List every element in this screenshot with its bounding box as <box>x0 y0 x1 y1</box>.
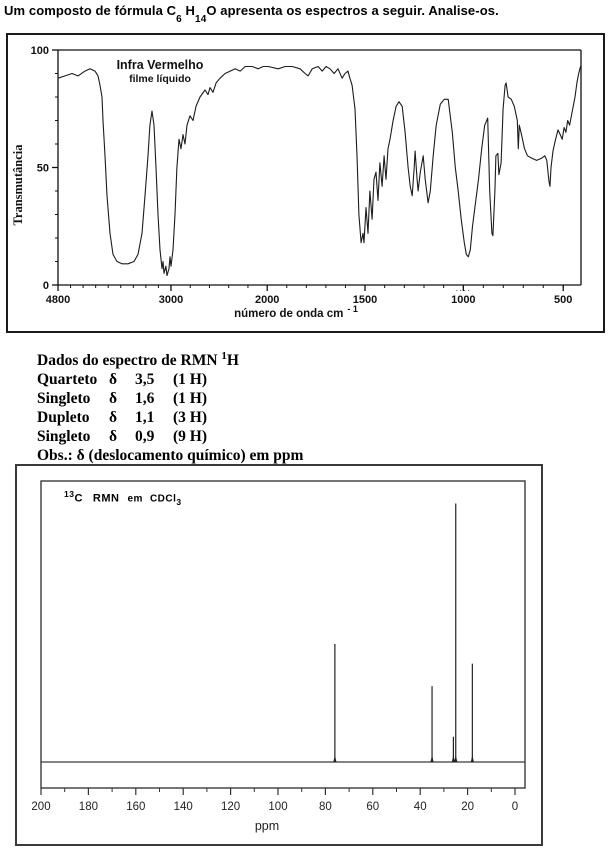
ir-x-tick-label: 3000 <box>158 294 184 306</box>
ir-y-tick-label: 0 <box>42 280 49 292</box>
c13-x-tick-label: 180 <box>78 801 98 813</box>
nmr-h1-row <box>37 427 303 446</box>
nmr-protons: (3 H) <box>173 409 208 427</box>
ir-subtitle: filme líquido <box>129 73 191 85</box>
nmr-value: 3,5 <box>135 371 155 389</box>
ir-spectrum-panel <box>6 33 605 333</box>
c13-title: $^{13}$C RMN em CDCl$_3$ <box>64 489 182 507</box>
problem-text-2: H <box>185 3 196 18</box>
nmr-h1-heading: Dados do espectro de RMN $^1$H <box>37 350 239 370</box>
nmr-protons: (1 H) <box>173 390 208 408</box>
c13-x-axis-label: ppm <box>254 819 280 833</box>
ir-dotted-artifact: ···· <box>455 285 472 295</box>
c13-title-sup: 13 <box>64 489 75 499</box>
c13-x-tick-label: 200 <box>31 801 51 813</box>
formula-sub-14: 14 <box>195 13 207 25</box>
ir-x-tick-label: 1000 <box>451 294 476 306</box>
c13-x-tick-label: 0 <box>511 801 519 813</box>
nmr-delta: δ <box>109 390 118 408</box>
c13-x-tick-label: 60 <box>366 801 380 813</box>
nmr-h1-obs: Obs.: δ (deslocamento químico) em ppm <box>37 447 304 465</box>
problem-text-3: O <box>206 3 217 18</box>
nmr-delta: δ <box>109 428 118 446</box>
ir-x-tick-label: 1500 <box>352 294 378 306</box>
c13-x-tick-label: 40 <box>413 801 427 813</box>
ir-x-tick-label: 500 <box>554 294 573 306</box>
ir-y-axis-label: Transmutância <box>11 144 25 226</box>
problem-text-4: apresenta os espectros a seguir. Analise-os. <box>220 3 499 18</box>
ir-title: Infra Vermelho <box>116 58 204 72</box>
nmr-protons: (1 H) <box>173 371 208 389</box>
c13-x-tick-label: 140 <box>173 801 193 813</box>
c13-x-tick-label: 100 <box>268 801 288 813</box>
nmr-mult: Singleto <box>37 428 91 446</box>
problem-text-1: Um composto de fórmula C <box>4 3 177 18</box>
c13-x-tick-label: 160 <box>126 801 146 813</box>
ir-x-tick-label: 2000 <box>254 294 280 306</box>
c13-x-tick-label: 20 <box>461 801 474 813</box>
nmr-value: 1,1 <box>135 409 155 427</box>
nmr-value: 0,9 <box>135 428 155 446</box>
c13-x-tick-label: 80 <box>319 801 332 813</box>
nmr-h1-rows <box>37 370 303 446</box>
nmr-mult: Dupleto <box>37 409 90 427</box>
nmr-delta: δ <box>109 371 118 389</box>
nmr-h1-row <box>37 389 303 408</box>
nmr-mult: Quarteto <box>37 371 98 389</box>
ir-x-tick-label: 4800 <box>45 294 71 306</box>
c13-spectrum-chart <box>17 466 541 844</box>
ir-transmittance-curve <box>58 67 581 276</box>
c13-spectrum-panel <box>15 464 543 846</box>
c13-x-tick-label: 120 <box>221 801 241 813</box>
nmr-mult: Singleto <box>37 390 91 408</box>
nmr-value: 1,6 <box>135 390 155 408</box>
ir-spectrum-chart <box>8 35 603 331</box>
nmr-delta: δ <box>109 409 118 427</box>
c13-title-sub: 3 <box>176 496 182 507</box>
ir-x-axis-label: número de onda cm $^{- 1}$ <box>234 304 358 320</box>
ir-y-tick-label: 50 <box>36 162 49 175</box>
nmr-h1-data-block <box>37 347 303 465</box>
ir-y-tick-label: 100 <box>30 45 49 57</box>
formula-sub-6: 6 <box>176 13 182 25</box>
nmr-h1-row <box>37 370 303 389</box>
nmr-h1-row <box>37 408 303 427</box>
problem-statement <box>4 3 608 25</box>
nmr-protons: (9 H) <box>173 428 208 446</box>
